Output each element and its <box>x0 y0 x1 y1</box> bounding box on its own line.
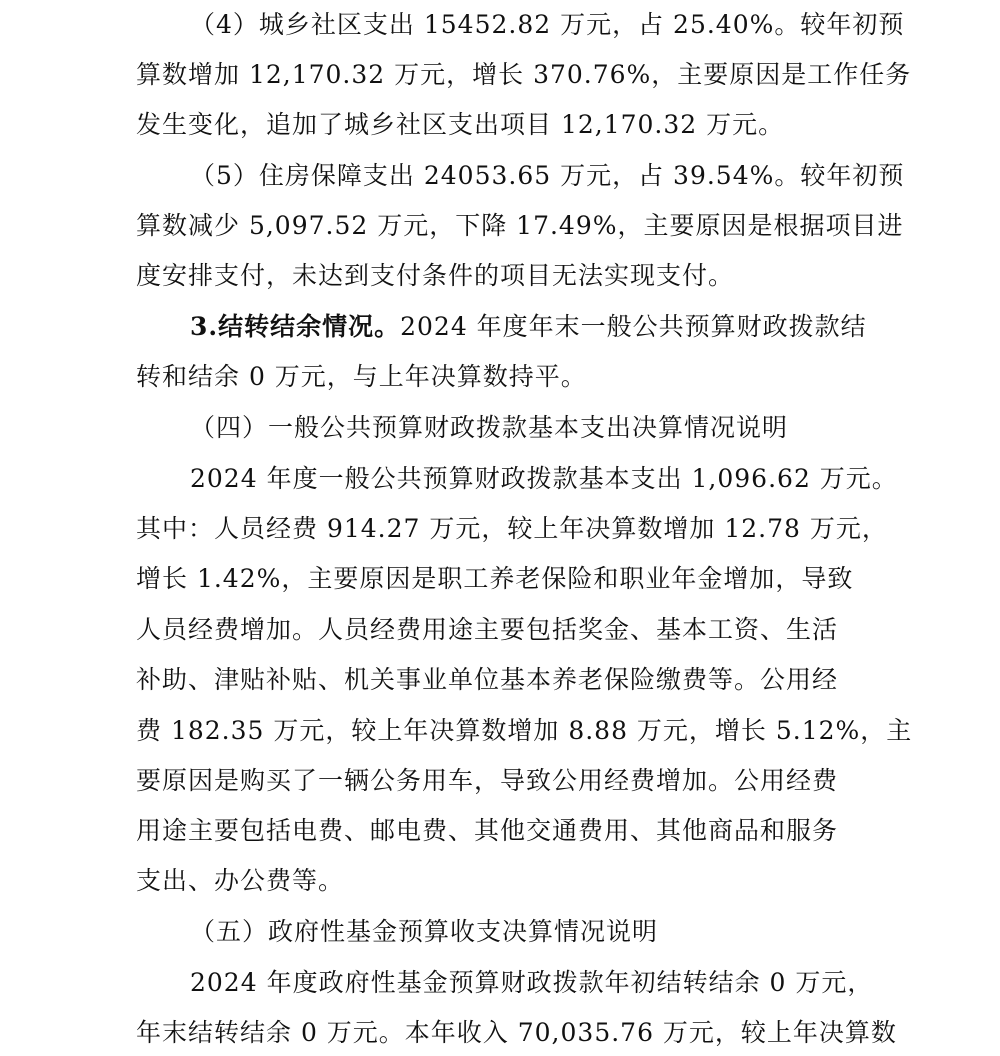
paragraph-line: （4）城乡社区支出 15452.82 万元，占 25.40%。较年初预 <box>190 10 905 39</box>
paragraph-line: 算数增加 12,170.32 万元，增长 370.76%，主要原因是工作任务 <box>136 60 912 89</box>
paragraph-line: 年末结转结余 0 万元。本年收入 70,035.76 万元，较上年决算数 <box>136 1018 897 1047</box>
paragraph-line: 用途主要包括电费、邮电费、其他交通费用、其他商品和服务 <box>136 816 839 845</box>
paragraph-line: 2024 年度一般公共预算财政拨款基本支出 1,096.62 万元。 <box>190 464 898 493</box>
section-line <box>190 310 867 344</box>
paragraph-line: 转和结余 0 万元，与上年决算数持平。 <box>136 362 587 391</box>
section-subheading: 3.结转结余情况。 <box>190 312 401 341</box>
section-heading: （五）政府性基金预算收支决算情况说明 <box>190 917 659 946</box>
section-heading: （四）一般公共预算财政拨款基本支出决算情况说明 <box>190 413 789 442</box>
paragraph-line: 发生变化，追加了城乡社区支出项目 12,170.32 万元。 <box>136 110 785 139</box>
paragraph-line: 度安排支付，未达到支付条件的项目无法实现支付。 <box>136 261 735 290</box>
paragraph-line: 补助、津贴补贴、机关事业单位基本养老保险缴费等。公用经 <box>136 665 839 694</box>
paragraph-line: 2024 年度政府性基金预算财政拨款年初结转结余 0 万元， <box>190 968 874 997</box>
section-text: 2024 年度年末一般公共预算财政拨款结 <box>400 312 867 341</box>
paragraph-line: 要原因是购买了一辆公务用车，导致公用经费增加。公用经费 <box>136 766 839 795</box>
paragraph-line: 增长 1.42%，主要原因是职工养老保险和职业年金增加，导致 <box>136 564 854 593</box>
paragraph-line: 人员经费增加。人员经费用途主要包括奖金、基本工资、生活 <box>136 615 839 644</box>
paragraph-line: （5）住房保障支出 24053.65 万元，占 39.54%。较年初预 <box>190 161 905 190</box>
paragraph-line: 费 182.35 万元，较上年决算数增加 8.88 万元，增长 5.12%，主 <box>136 716 913 745</box>
paragraph-line: 其中：人员经费 914.27 万元，较上年决算数增加 12.78 万元， <box>136 514 888 543</box>
paragraph-line: 算数减少 5,097.52 万元，下降 17.49%，主要原因是根据项目进 <box>136 211 904 240</box>
paragraph-line: 支出、办公费等。 <box>136 866 345 895</box>
